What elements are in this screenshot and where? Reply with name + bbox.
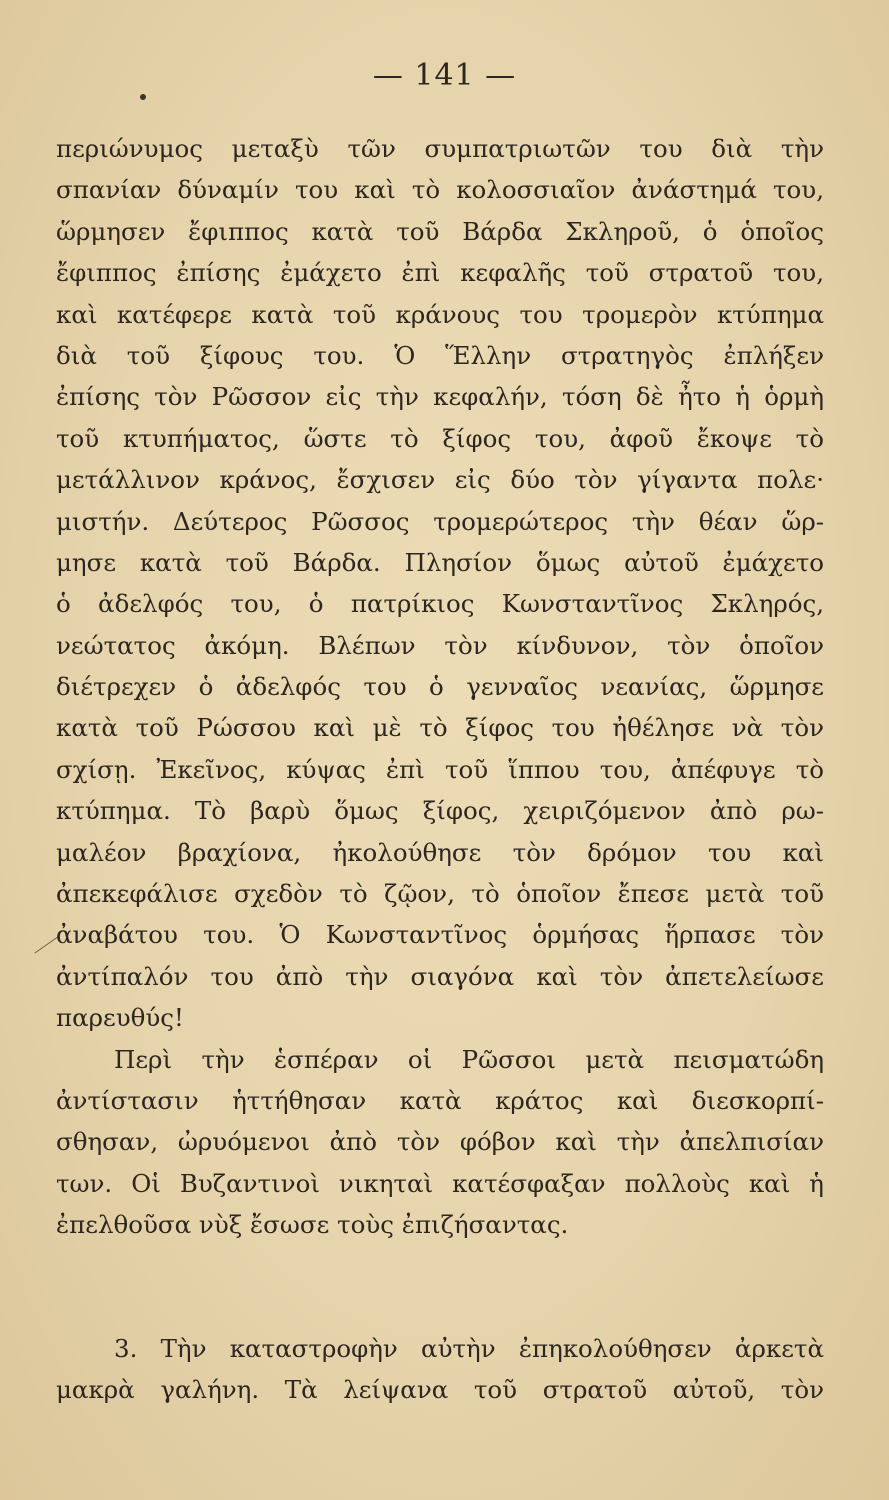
text-line: των. Οἱ Βυζαντινοὶ νικηταὶ κατέσφαξαν πολλοὺς καὶ ἡ: [56, 1168, 824, 1198]
text-line: μακρὰ γαλήνη. Τὰ λείψανα τοῦ στρατοῦ αὐτοῦ, τὸν: [56, 1374, 824, 1404]
section-gap: [56, 1246, 824, 1328]
text-line: ἀντίστασιν ἡττήθησαν κατὰ κράτος καὶ διεσκορπί-: [56, 1085, 824, 1115]
text-line: περιώνυμος μεταξὺ τῶν συμπατριωτῶν του διὰ τὴν: [56, 134, 824, 163]
text-line: νεώτατος ἀκόμη. Βλέπων τὸν κίνδυνον, τὸν ὁποῖον: [56, 630, 824, 660]
text-line: ἀπεκεφάλισε σχεδὸν τὸ ζῷον, τὸ ὁποῖον ἔπεσε μετὰ τοῦ: [56, 879, 824, 909]
text-line: μαλέον βραχίονα, ἠκολούθησε τὸν δρόμον του καὶ: [56, 837, 824, 867]
text-line: σπανίαν δύναμίν του καὶ τὸ κολοσσιαῖον ἀνάστημά του,: [56, 175, 824, 205]
text-line: Περὶ τὴν ἑσπέραν οἱ Ρῶσσοι μετὰ πεισματώδη: [114, 1044, 824, 1074]
text-line: ἀναβάτου του. Ὁ Κωνσταντῖνος ὁρμήσας ἥρπασε τὸν: [56, 920, 824, 950]
text-line: σθησαν, ὠρυόμενοι ἀπὸ τὸν φόβον καὶ τὴν ἀπελπισίαν: [56, 1127, 824, 1157]
text-line: ἐπίσης τὸν Ρῶσσον εἰς τὴν κεφαλήν, τόση δὲ ἦτο ἡ ὁρμὴ: [56, 382, 824, 412]
text-line: ὥρμησεν ἔφιππος κατὰ τοῦ Βάρδα Σκληροῦ, ὁ ὁποῖος: [56, 216, 824, 246]
ink-dot: [140, 94, 146, 100]
text-line: διὰ τοῦ ξίφους του. Ὁ Ἕλλην στρατηγὸς ἐπλήξεν: [56, 340, 824, 370]
text-line: κτύπημα. Τὸ βαρὺ ὅμως ξίφος, χειριζόμενον ἀπὸ ρω-: [56, 796, 824, 826]
text-line: ἐπελθοῦσα νὺξ ἔσωσε τοὺς ἐπιζήσαντας.: [56, 1210, 569, 1240]
text-line: καὶ κατέφερε κατὰ τοῦ κράνους του τρομερὸν κτύπημα: [56, 299, 824, 329]
paragraph-1: [56, 128, 824, 1039]
text-line: τοῦ κτυπήματος, ὥστε τὸ ξίφος του, ἀφοῦ ἔκοψε τὸ: [56, 423, 824, 453]
text-line: μιστήν. Δεύτερος Ρῶσσος τρομερώτερος τὴν θέαν ὥρ-: [56, 506, 824, 536]
text-line: μησε κατὰ τοῦ Βάρδα. Πλησίον ὅμως αὐτοῦ ἐμάχετο: [56, 547, 824, 577]
text-line: ἀντίπαλόν του ἀπὸ τὴν σιαγόνα καὶ τὸν ἀπετελείωσε: [56, 961, 824, 991]
body-text: [56, 128, 824, 1410]
text-line: κατὰ τοῦ Ρώσσου καὶ μὲ τὸ ξίφος του ἠθέλησε νὰ τὸν: [56, 713, 824, 743]
text-line: παρευθύς!: [56, 1003, 184, 1033]
paragraph-2: [56, 1039, 824, 1246]
page-number: — 141 —: [372, 58, 517, 93]
text-line: διέτρεχεν ὁ ἀδελφός του ὁ γενναῖος νεανίας, ὥρμησε: [56, 672, 824, 702]
text-line: ὁ ἀδελφός του, ὁ πατρίκιος Κωνσταντῖνος Σκληρός,: [56, 589, 824, 619]
text-line: ἔφιππος ἐπίσης ἐμάχετο ἐπὶ κεφαλῆς τοῦ στρατοῦ του,: [56, 258, 824, 288]
text-line: μετάλλινον κράνος, ἔσχισεν εἰς δύο τὸν γίγαντα πολε·: [56, 465, 824, 495]
text-line: 3. Τὴν καταστροφὴν αὐτὴν ἐπηκολούθησεν ἀρκετὰ: [114, 1333, 824, 1363]
text-line: σχίσῃ. Ἐκεῖνος, κύψας ἐπὶ τοῦ ἵππου του, ἀπέφυγε τὸ: [56, 754, 824, 784]
paragraph-3: [56, 1328, 824, 1411]
